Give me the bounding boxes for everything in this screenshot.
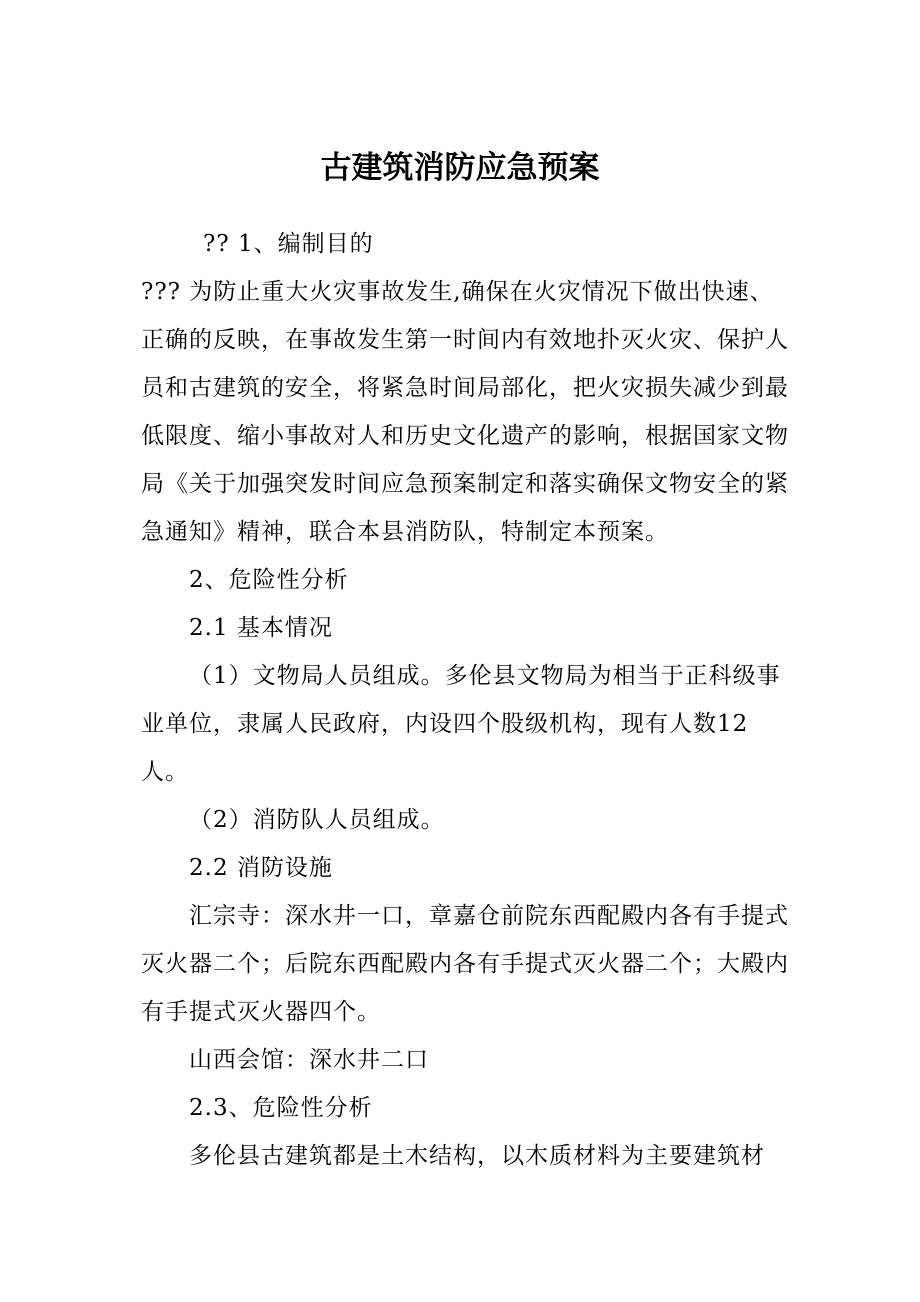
subsection-heading-basic-info: 2.1 基本情况 [189, 615, 333, 641]
paragraph-fire-brigade: （2）消防队人员组成。 [189, 807, 445, 833]
subsection-heading-fire-facilities: 2.2 消防设施 [189, 855, 333, 881]
paragraph-building-structure: 多伦县古建筑都是土木结构，以木质材料为主要建筑材 [189, 1143, 765, 1169]
subsection-heading-hazard-analysis: 2.3、危险性分析 [189, 1095, 373, 1121]
paragraph-purpose: ??? 为防止重大火灾事故发生,确保在火灾情况下做出快速、正确的反映，在事故发生第一时间内有效地扑灭火灾、保护人员和古建筑的安全，将紧急时间局部化，把火灾损失减少到最低限度、缩小事故对人和历史文化遗产的影响，根据国家文物局《关于加强突发时间应急预案制定和落实确保文物安全的紧急通知》精神，联合本县消防队，特制定本预案。 [141, 279, 789, 545]
section-heading-risk-analysis: 2、危险性分析 [189, 567, 349, 593]
document-body [141, 220, 791, 1180]
paragraph-huizong-temple: 汇宗寺：深水井一口，章嘉仓前院东西配殿内各有手提式灭火器二个；后院东西配殿内各有手提式灭火器二个；大殿内有手提式灭火器四个。 [141, 903, 789, 1025]
document-title: 古建筑消防应急预案 [320, 150, 600, 186]
section-heading-purpose: ?? 1、编制目的 [203, 231, 374, 257]
paragraph-shanxi-guildhall: 山西会馆：深水井二口 [189, 1047, 429, 1073]
paragraph-staff-composition: （1）文物局人员组成。多伦县文物局为相当于正科级事业单位，隶属人民政府，内设四个股级机构，现有人数12人。 [141, 663, 781, 785]
